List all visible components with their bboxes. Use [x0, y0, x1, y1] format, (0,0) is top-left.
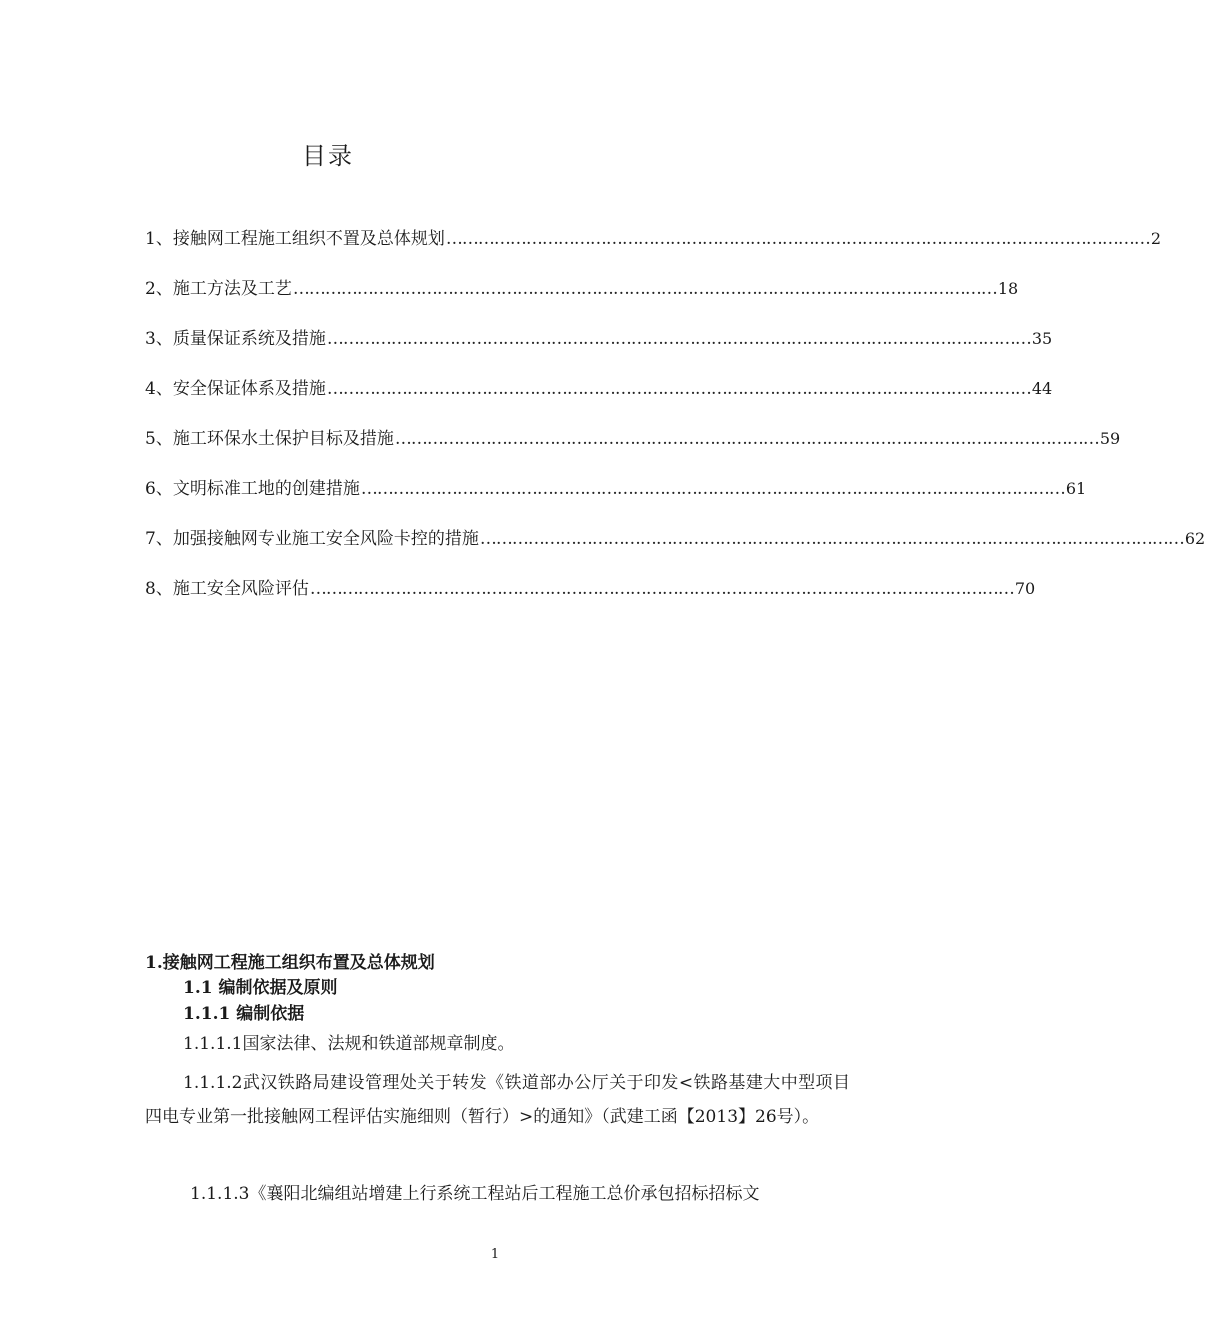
toc-leader-dots: ……………………………………………………………………………………………………………………	[326, 329, 1031, 349]
toc-item[interactable]	[145, 224, 1162, 274]
toc-item[interactable]	[145, 524, 1205, 574]
toc-item[interactable]	[145, 374, 1053, 424]
toc-item[interactable]	[145, 274, 1019, 324]
table-of-contents	[145, 224, 1205, 624]
toc-item-page: 61	[1065, 479, 1087, 498]
toc-item-page: 35	[1031, 329, 1053, 348]
toc-item-label: 3、质量保证系统及措施	[145, 329, 326, 349]
paragraph-1-1-1-2: 1.1.1.2武汉铁路局建设管理处关于转发《铁道部办公厅关于印发<铁路基建大中型项目四电专业第一批接触网工程评估实施细则（暂行）>的通知》（武建工函【2013】26号）。	[145, 1073, 850, 1127]
toc-item-page: 59	[1099, 429, 1121, 448]
paragraph-1-1-1-3: 1.1.1.3《襄阳北编组站增建上行系统工程站后工程施工总价承包招标招标文	[190, 1184, 760, 1204]
toc-leader-dots: ……………………………………………………………………………………………………………………	[292, 279, 997, 299]
toc-item[interactable]	[145, 474, 1087, 524]
toc-item-page: 44	[1031, 379, 1053, 398]
toc-title: 目录	[302, 142, 354, 170]
toc-leader-dots: ……………………………………………………………………………………………………………………	[394, 429, 1099, 449]
toc-item[interactable]	[145, 574, 1036, 624]
toc-item-label: 7、加强接触网专业施工安全风险卡控的措施	[145, 529, 479, 549]
section-heading-1-1: 1.1 编制依据及原则	[183, 978, 338, 998]
toc-item-page: 70	[1014, 579, 1036, 598]
page-number: 1	[490, 1247, 500, 1262]
toc-leader-dots: ……………………………………………………………………………………………………………………	[445, 229, 1150, 249]
toc-item-label: 2、施工方法及工艺	[145, 279, 292, 299]
toc-item-label: 4、安全保证体系及措施	[145, 379, 326, 399]
toc-item-label: 1、接触网工程施工组织不置及总体规划	[145, 229, 445, 249]
toc-item-label: 6、文明标准工地的创建措施	[145, 479, 360, 499]
toc-leader-dots: ……………………………………………………………………………………………………………………	[309, 579, 1014, 599]
toc-leader-dots: ……………………………………………………………………………………………………………………	[479, 529, 1184, 549]
section-heading-1-1-1: 1.1.1 编制依据	[183, 1004, 305, 1024]
toc-leader-dots: ……………………………………………………………………………………………………………………	[326, 379, 1031, 399]
paragraph-1-1-1-1: 1.1.1.1国家法律、法规和铁道部规章制度。	[183, 1034, 515, 1054]
toc-item[interactable]	[145, 424, 1121, 474]
toc-item-label: 8、施工安全风险评估	[145, 579, 309, 599]
toc-item-page: 18	[997, 279, 1019, 298]
toc-leader-dots: ……………………………………………………………………………………………………………………	[360, 479, 1065, 499]
toc-item-page: 2	[1150, 229, 1162, 248]
section-heading-1: 1.接触网工程施工组织布置及总体规划	[145, 953, 435, 973]
toc-item-page: 62	[1184, 529, 1205, 548]
toc-item-label: 5、施工环保水土保护目标及措施	[145, 429, 394, 449]
toc-item[interactable]	[145, 324, 1053, 374]
